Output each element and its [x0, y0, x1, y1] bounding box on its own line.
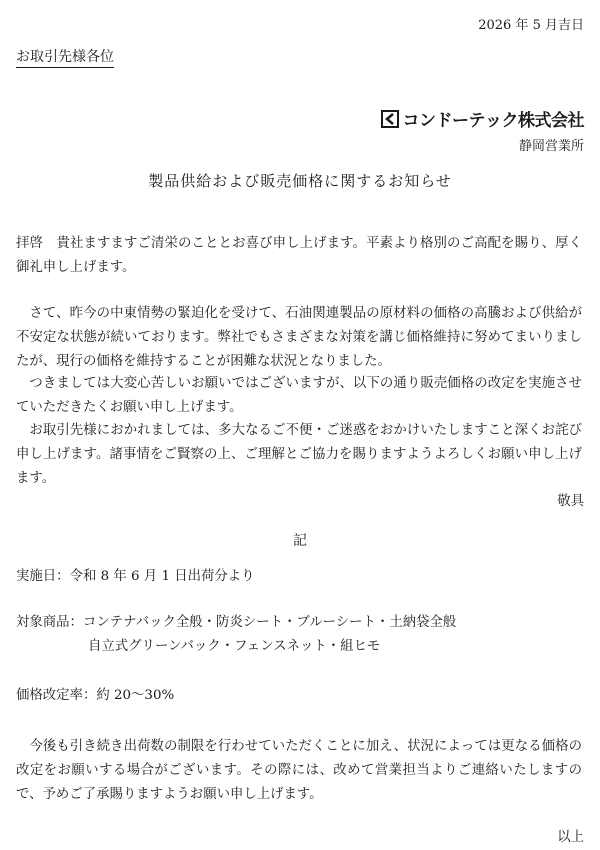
note-paragraph: 今後も引き続き出荷数の制限を行わせていただくことに加え、状況によっては更なる価格の改定をお願いする場合がございます。その際には、改めて営業担当よりご連絡いたしますので、予めご了承賜りますようお願い申し上げます。 — [16, 739, 582, 802]
document-date: 2026 年 5 月吉日 — [478, 18, 584, 33]
company-header — [381, 106, 585, 131]
target-products-continued: 自立式グリーンバック・フェンスネット・組ヒモ — [88, 639, 381, 654]
greeting-paragraph: 拝啓 貴社ますますご清栄のこととお喜び申し上げます。平素より格別のご高配を賜り、厚く御礼申し上げます。 — [16, 236, 582, 275]
closing-keigu: 敬具 — [557, 494, 584, 509]
recipient: お取引先様各位 — [16, 46, 114, 68]
body-paragraph-2: つきましては大変心苦しいお願いではございますが、以下の通り販売価格の改定を実施させていただきたくお願い申し上げます。 — [16, 376, 582, 415]
notice-heading: 記 — [293, 533, 307, 549]
effective-date: 実施日：令和 8 年 6 月 1 日出荷分より — [16, 569, 255, 584]
body-paragraph-3: お取引先様におかれましては、多大なるご不便・ご迷惑をおかけいたしますこと深くお詫び申し上げます。諸事情をご賢察の上、ご理解とご協力を賜りますようよろしくお願い申し上げます。 — [16, 423, 582, 486]
body-paragraph-1: さて、昨今の中東情勢の緊迫化を受けて、石油関連製品の原材料の価格の高騰および供給が不安定な状態が続いております。弊社でもさまざまな対策を講じ価格維持に努めてまいりましたが、現行の価格を維持することが困難な状況となりました。 — [16, 306, 582, 369]
company-name: コンドーテック株式会社 — [402, 111, 584, 131]
document-title: 製品供給および販売価格に関するお知らせ — [148, 172, 452, 190]
closing-ijou: 以上 — [557, 830, 584, 845]
branch-name: 静岡営業所 — [518, 139, 584, 154]
target-products: 対象商品：コンテナバック全般・防炎シート・ブルーシート・土納袋全般 — [16, 615, 457, 630]
company-logo-icon — [381, 110, 399, 128]
price-change-rate: 価格改定率：約 20～30% — [16, 688, 175, 703]
